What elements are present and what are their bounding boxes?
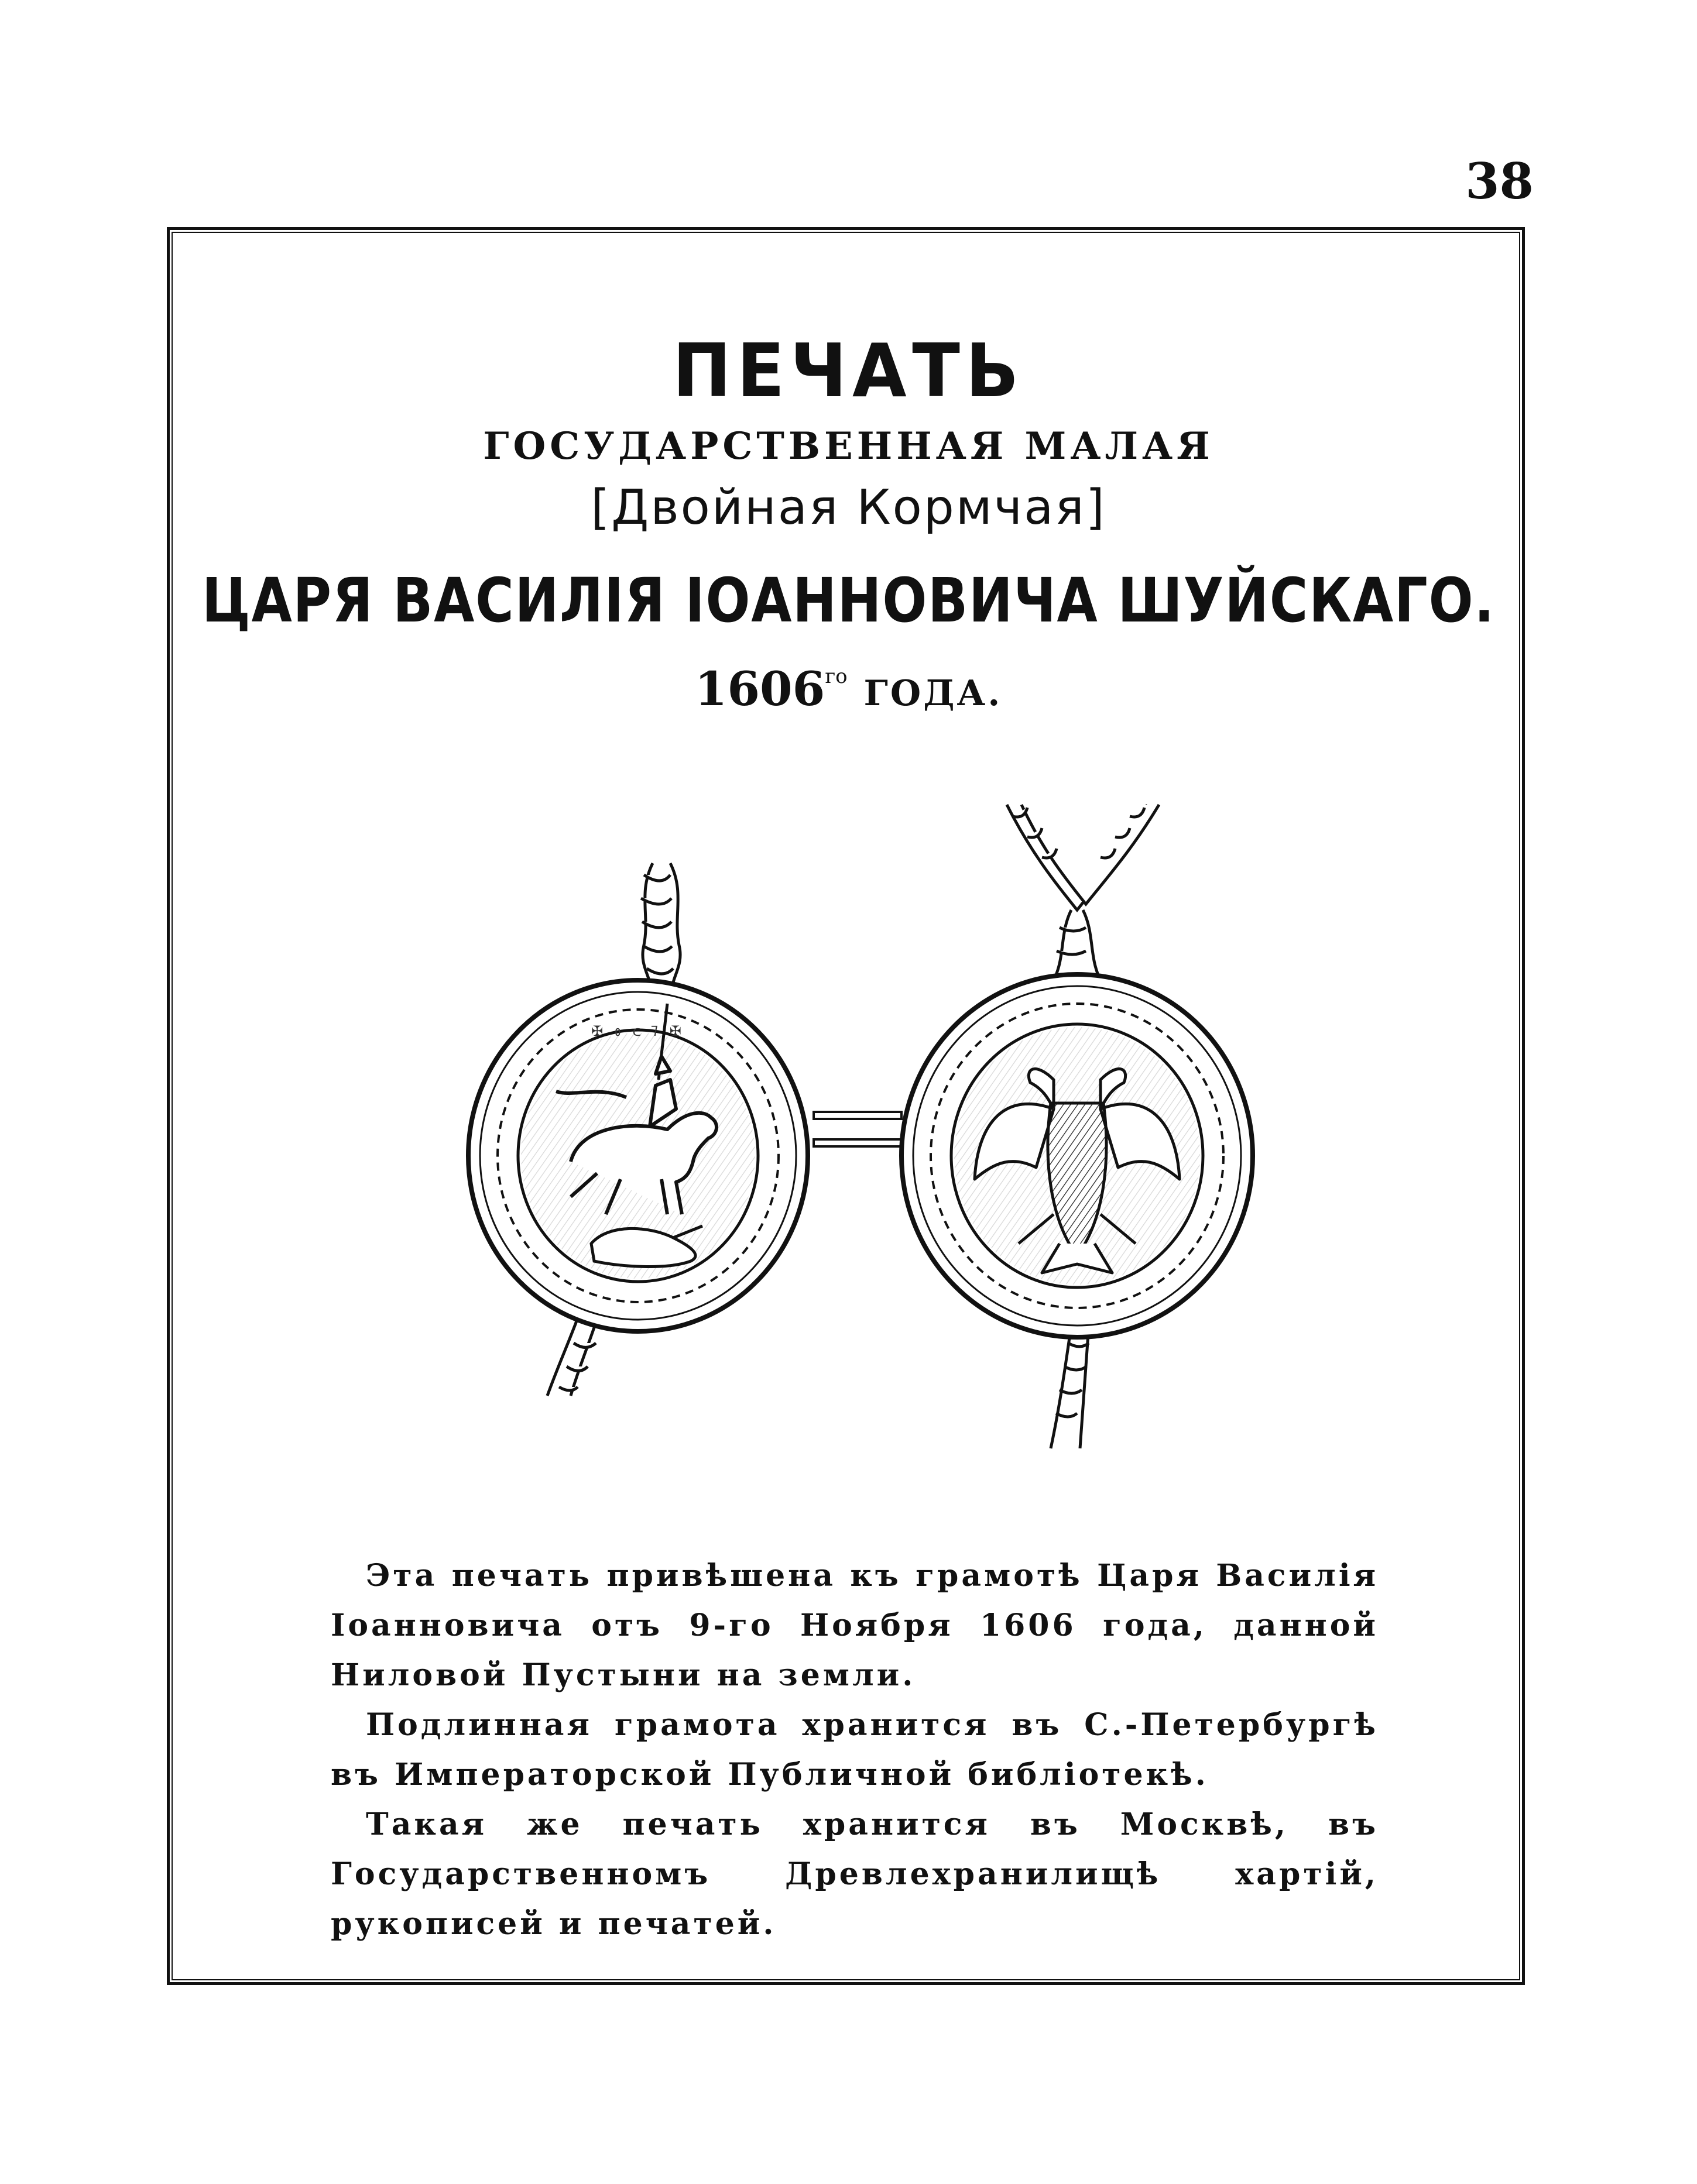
seal-double-headed-eagle-icon [901,805,1253,1448]
year-word: ГОДА. [863,673,1003,714]
paragraph: Подлинная грамота хранится въ С.-Петербургѣ въ Императорской Публичной библіотекѣ. [331,1707,1379,1792]
description [331,1551,1379,1949]
year: 1606 [694,661,825,716]
seal-illustration [445,793,1264,1495]
connecting-strap [814,1112,901,1146]
subtitle: ГОСУДАРСТВЕННАЯ МАЛАЯ [483,424,1214,468]
year-line [0,661,1697,716]
tsar-name: ЦАРЯ ВАСИЛІЯ ІОАННОВИЧА ШУЙСКАГО. [201,565,1496,636]
seal-horseman-icon [468,863,808,1396]
bracket-note: [Двойная Кормчая] [591,480,1106,535]
svg-text:✠ ᲂ ᲃ ᲄ ✠: ✠ ᲂ ᲃ ᲄ ✠ [591,1023,685,1039]
paragraph: Такая же печать хранится въ Москвѣ, въ Государственномъ Древлехранилищѣ хартій, рукописей и печатей. [331,1807,1379,1942]
paragraph: Эта печать привѣшена къ грамотѣ Царя Василія Іоанновича отъ 9-го Ноября 1606 года, данной Ниловой Пустыни на земли. [331,1558,1379,1693]
title: ПЕЧАТЬ [672,328,1025,414]
year-suffix: го [825,665,848,688]
page-number: 38 [1465,152,1534,210]
